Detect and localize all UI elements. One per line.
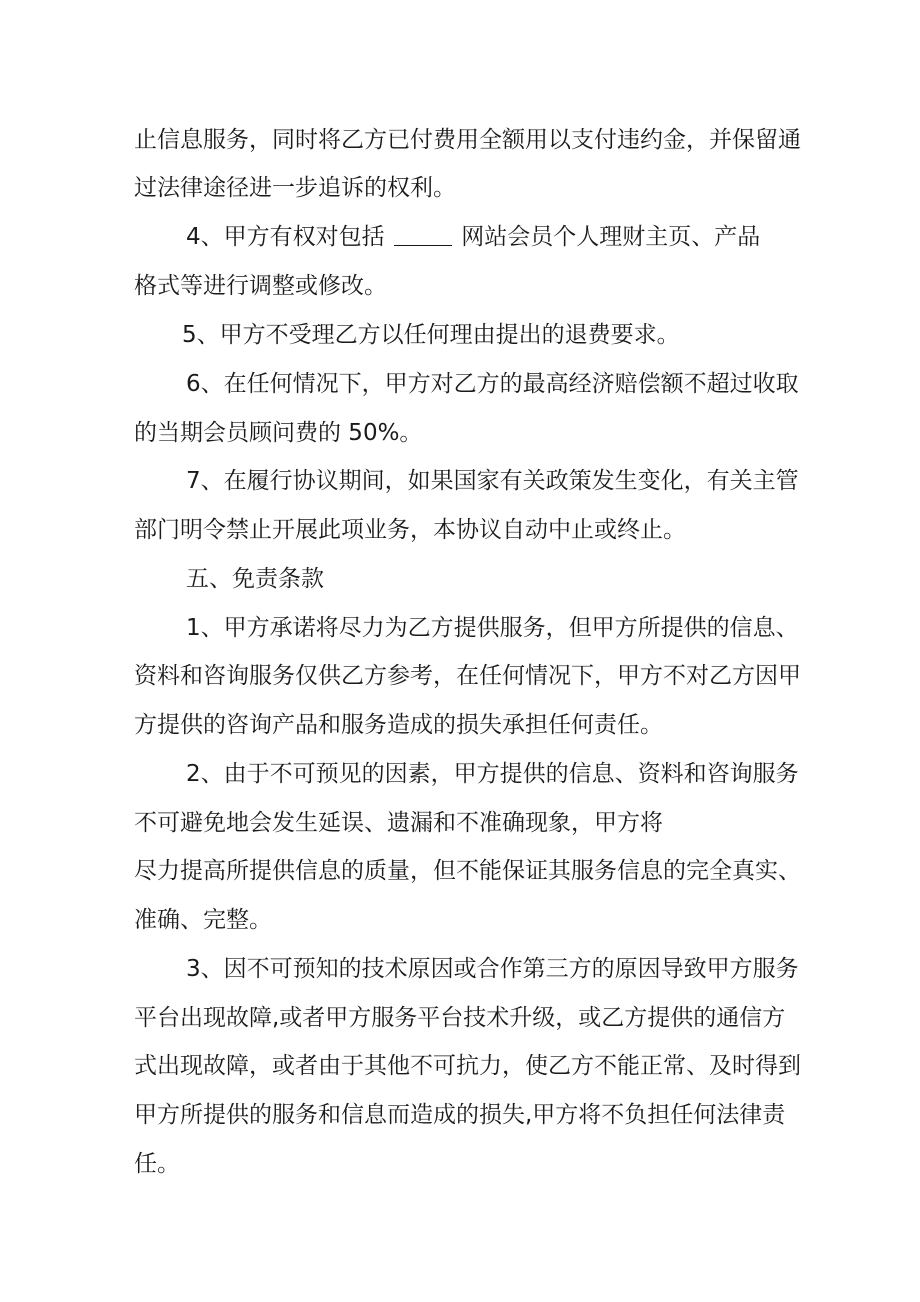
- clause-6: 6、在任何情况下，甲方对乙方的最高经济赔偿额不超过收取: [186, 371, 799, 397]
- disclaimer-3: 3、因不可预知的技术原因或合作第三方的原因导致甲方服务: [186, 956, 799, 982]
- clause-5: 5、甲方不受理乙方以任何理由提出的退费要求。: [182, 322, 680, 348]
- text-line-7: 的当期会员顾问费的 50%。: [134, 420, 423, 446]
- clause-4-before-blank: 4、甲方有权对包括: [186, 224, 385, 250]
- text-line-16: 尽力提高所提供信息的质量，但不能保证其服务信息的完全真实、: [134, 858, 801, 884]
- text-line-19: 平台出现故障,或者甲方服务平台技术升级，或乙方提供的通信方: [134, 1005, 786, 1031]
- text-line-21: 甲方所提供的服务和信息而造成的损失,甲方将不负担任何法律责: [134, 1102, 786, 1128]
- text-line-13: 方提供的咨询产品和服务造成的损失承担任何责任。: [134, 712, 663, 738]
- section-heading-5: 五、免责条款: [186, 566, 324, 592]
- text-line-4: 格式等进行调整或修改。: [134, 273, 387, 299]
- text-line-20: 式出现故障，或者由于其他不可抗力，使乙方不能正常、及时得到: [134, 1053, 801, 1079]
- fill-in-blank: [394, 223, 452, 246]
- clause-4-after-blank: 网站会员个人理财主页、产品: [461, 224, 761, 250]
- text-line-1: 止信息服务，同时将乙方已付费用全额用以支付违约金，并保留通: [134, 127, 801, 153]
- disclaimer-1: 1、甲方承诺将尽力为乙方提供服务，但甲方所提供的信息、: [186, 615, 799, 641]
- clause-7: 7、在履行协议期间，如果国家有关政策发生变化，有关主管: [186, 468, 799, 494]
- text-line-9: 部门明令禁止开展此项业务，本协议自动中止或终止。: [134, 517, 686, 543]
- text-line-15: 不可避免地会发生延误、遗漏和不准确现象，甲方将: [134, 810, 663, 836]
- text-line-12: 资料和咨询服务仅供乙方参考，在任何情况下，甲方不对乙方因甲: [134, 663, 801, 689]
- text-line-22: 任。: [134, 1151, 180, 1177]
- text-line-2: 过法律途径进一步追诉的权利。: [134, 175, 456, 201]
- text-line-17: 准确、完整。: [134, 907, 272, 933]
- clause-4-line: [186, 213, 760, 261]
- disclaimer-2: 2、由于不可预见的因素，甲方提供的信息、资料和咨询服务: [186, 761, 799, 787]
